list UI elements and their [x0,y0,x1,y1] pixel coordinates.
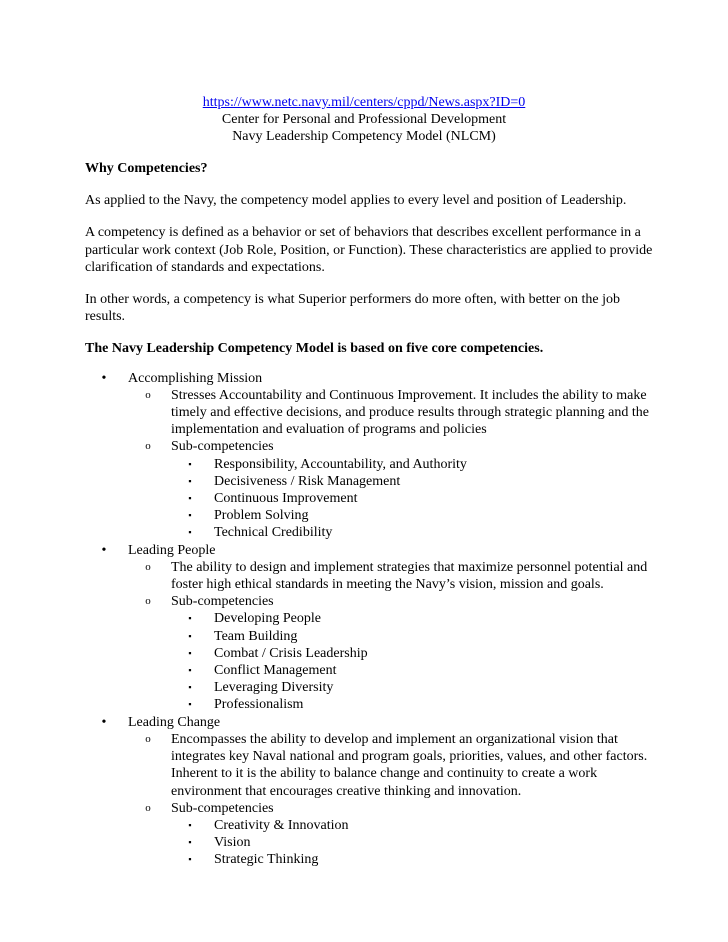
sub-competency-list [171,610,655,713]
sub-competency-item [171,524,655,541]
paragraph: A competency is defined as a behavior or set of behaviors that describes excellent performance in a particular work context (Job Role, Position, or Function). These characteristics are applied to provide clarification of standards and expectations. [85,225,653,275]
competency-title: Accomplishing Mission [128,370,263,386]
circle-marker: o [145,732,151,745]
competency-details [128,387,655,542]
sub-competency-label: Combat / Crisis Leadership [214,645,368,661]
competency-title: Leading People [128,542,216,558]
description-text: The ability to design and implement strategies that maximize personnel potential and foster high ethical standards in meeting the Navy’s vision, mission and goals. [171,559,648,593]
header-model-title: Navy Leadership Competency Model (NLCM) [232,129,496,144]
sub-competencies [128,800,655,869]
sub-competency-label: Team Building [214,628,298,644]
square-marker: ▪ [188,527,192,538]
bullet-marker: • [101,370,107,386]
document-body [85,160,655,869]
sub-competency-label: Creativity & Innovation [214,817,349,833]
square-marker: ▪ [188,665,192,676]
sub-competency-list [171,817,655,869]
square-marker: ▪ [188,630,192,641]
square-marker: ▪ [188,819,192,830]
competency-description [128,559,655,593]
circle-marker: o [145,595,151,608]
sub-competency-label: Problem Solving [214,508,309,524]
competency-details [128,731,655,869]
sub-competency-item [171,696,655,713]
competency-item [85,714,655,869]
sub-competency-item [171,628,655,645]
description-text: Stresses Accountability and Continuous Improvement. It includes the ability to make timely and effective decisions, and produce results through strategic planning and the implementation and evaluation of programs and policies [171,387,649,438]
sub-competency-label: Technical Credibility [214,525,333,541]
competency-item [85,370,655,542]
square-marker: ▪ [188,613,192,624]
competency-details [128,559,655,714]
sub-competency-item [171,834,655,851]
sub-competencies [128,438,655,541]
paragraph: In other words, a competency is what Superior performers do more often, with better on the job results. [85,292,620,325]
description-text: Encompasses the ability to develop and implement an organizational vision that integrates key Naval national and program goals, priorities, values, and other factors. Inherent to it is the ability to balance change and continuity to create a work environment that encourages creative thinking and innovation. [171,731,648,799]
square-marker: ▪ [188,510,192,521]
circle-marker: o [145,440,151,453]
circle-marker: o [145,388,151,401]
sub-competency-item [171,473,655,490]
sub-competency-list [171,456,655,542]
sub-competency-item [171,456,655,473]
paragraph: As applied to the Navy, the competency model applies to every level and position of Leadership. [85,193,627,209]
circle-marker: o [145,560,151,573]
square-marker: ▪ [188,493,192,504]
competency-list [85,370,655,869]
section-heading: Why Competencies? [85,161,208,176]
sub-competency-label: Developing People [214,611,321,627]
sub-competency-label: Decisiveness / Risk Management [214,473,401,489]
sub-competency-label: Conflict Management [214,663,337,679]
square-marker: ▪ [188,458,192,469]
sub-competency-item [171,662,655,679]
bullet-marker: • [101,542,107,558]
sub-competency-label: Leveraging Diversity [214,680,334,696]
sub-competency-item [171,817,655,834]
sub-competencies-label: Sub-competencies [171,800,274,816]
source-link[interactable]: https://www.netc.navy.mil/centers/cppd/News.aspx?ID=0 [202,95,526,110]
square-marker: ▪ [188,475,192,486]
competency-description [128,731,655,800]
sub-competency-label: Professionalism [214,697,304,713]
square-marker: ▪ [188,682,192,693]
square-marker: ▪ [188,854,192,865]
sub-competencies [128,593,655,713]
sub-competency-item [171,679,655,696]
sub-competency-item [171,507,655,524]
bullet-marker: • [101,714,107,730]
document-header [0,94,728,145]
sub-competency-label: Responsibility, Accountability, and Authority [214,456,467,472]
sub-competency-item [171,490,655,507]
sub-competency-label: Continuous Improvement [214,491,358,507]
sub-competency-item [171,610,655,627]
sub-competency-label: Vision [214,835,251,851]
competency-item [85,542,655,714]
square-marker: ▪ [188,699,192,710]
circle-marker: o [145,801,151,814]
header-organization: Center for Personal and Professional Development [221,112,507,127]
competency-title: Leading Change [128,714,221,730]
sub-competency-label: Strategic Thinking [214,852,319,868]
competency-intro: The Navy Leadership Competency Model is based on five core competencies. [85,341,544,357]
square-marker: ▪ [188,647,192,658]
sub-competencies-label: Sub-competencies [171,439,274,455]
sub-competency-item [171,851,655,868]
sub-competencies-label: Sub-competencies [171,594,274,610]
sub-competency-item [171,645,655,662]
competency-description [128,387,655,439]
square-marker: ▪ [188,837,192,848]
